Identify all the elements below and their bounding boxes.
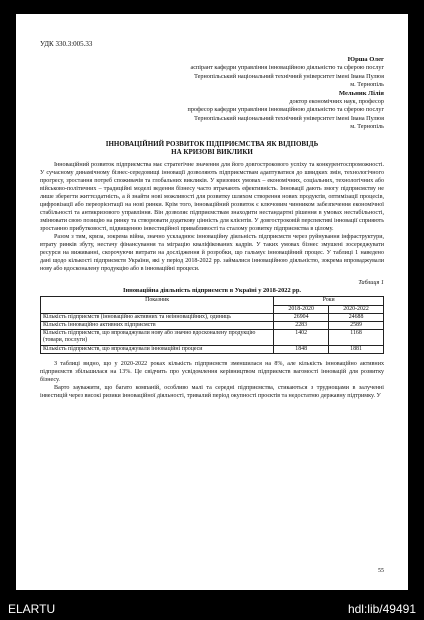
paragraph: Інноваційний розвиток підприємства має стратегічне значення для його довгострокового успіху та конкурентоспроможності. У сучасному динамічному бізнес-середовищі інновації дозволяють підприємствам адаптуватися до швидких змін, технологічного прогресу, зростання потреб споживачів та глобальних викликів. У кризових умовах – економічних, соціальних, технологічних або військово-політичних – традиційні моделі ведення бізнесу часто втрачають ефективність. Інновації дають змогу підприємству не лише зберегти життєздатність, а й знайти нові можливості для розвитку шляхом створення нових продуктів, оптимізації процесів, цифровізації або переорієнтації на нові ринки. Крім того, інноваційний розвиток є ключовим чинником забезпечення економічної стабільності та антикризового управління. Він дозволяє підприємствам знаходити нестандартні рішення в умовах нестабільності, змінювати свою позицію на ринку та створювати додаткову цінність для клієнтів. У довгостроковій перспективі інновації сприяють зростанню прибутковості, підвищенню інвестиційної привабливості та сталому розвитку підприємства в цілому. (40, 161, 384, 233)
row-value: 24688 (329, 313, 384, 321)
row-label: Кількість підприємств (інноваційно активних та неінноваційних), одиниць (41, 313, 274, 321)
author-line: Тернопільський національний технічний університет імені Івана Пулюя (194, 72, 384, 80)
table-row (41, 330, 384, 345)
row-value: 1402 (274, 330, 329, 345)
row-value: 1168 (329, 330, 384, 345)
author-line: м. Тернопіль (350, 123, 384, 131)
row-value: 1881 (329, 345, 384, 353)
row-value: 2283 (274, 321, 329, 329)
table-row (41, 321, 384, 329)
author-line: Тернопільський національний технічний університет імені Івана Пулюя (194, 114, 384, 122)
udk-code: УДК 330.3:005.33 (40, 40, 93, 48)
row-label: Кількість підприємств, що впроваджували нову або значно вдосконалену продукцію (товари, послуги) (41, 330, 274, 345)
table-row (41, 345, 384, 353)
author-block-1 (40, 56, 384, 90)
author-line: професор кафедри управління інноваційною діяльністю та сферою послуг (187, 106, 384, 114)
author-line: аспірант кафедри управління інноваційною діяльністю та сферою послуг (190, 64, 384, 72)
author-name: Мельник Лілія (338, 89, 384, 97)
paragraph: Варто зауважити, що багато компаній, особливо малі та середні підприємства, стикаються з труднощами в залученні інвестицій через високі ризики інноваційної діяльності, тривалий період окупності проєктів та недостатню державну підтримку. У (40, 384, 384, 399)
author-line: м. Тернопіль (350, 81, 384, 89)
author-line: доктор економічних наук, професор (289, 98, 384, 106)
title-line: ІННОВАЦІЙНИЙ РОЗВИТОК ПІДПРИЄМСТВА ЯК ВІДПОВІДЬ (105, 139, 319, 148)
paragraph: З таблиці видно, що у 2020-2022 роках кількість підприємств зменшилася на 8%, але кількість інноваційно активних підприємств збільшилася на 13%. Це свідчить про усвідомлення керівництвом підприємств вагомості інновацій для розвитку бізнесу. (40, 360, 384, 383)
row-value: 26904 (274, 313, 329, 321)
paragraph: Разом з тим, криза, зокрема війна, значно ускладнює інноваційну діяльність підприємств через руйнування інфраструктури, втрату ринків збуту, нестачу фінансування та міграцію кваліфікованих кадрів. У таких умовах бізнес змушені зосереджувати ресурси на виживанні, скорочуючи витрати на дослідження й розробки, що гальмує інноваційний процес. У таблиці 1 наведено дані щодо кількості підприємств України, які у період 2018-2022 рр. займалися інноваційною діяльністю, зокрема впроваджували нову або вдосконалену продукцію або в інноваційні процеси. (40, 234, 384, 273)
table-header-row (41, 297, 384, 305)
author-name: Юрша Олег (347, 56, 384, 63)
footer-left-label: ELARTU (8, 602, 56, 616)
document-page (16, 14, 408, 590)
row-value: 2589 (329, 321, 384, 329)
footer-bar (0, 598, 424, 620)
row-label: Кількість підприємств, що впроваджували інноваційні процеси (41, 345, 274, 353)
header-col2: 2020-2022 (329, 305, 384, 313)
data-table (40, 296, 384, 353)
author-block-2 (40, 90, 384, 132)
table-title: Інноваційна діяльність підприємств в Україні у 2018-2022 рр. (122, 287, 301, 295)
table-number: Таблиця 1 (358, 279, 384, 287)
header-col1: 2018-2020 (274, 305, 329, 313)
article-title (40, 140, 384, 157)
header-years: Роки (274, 297, 384, 305)
title-line: НА КРИЗОВІ ВИКЛИКИ (171, 148, 253, 157)
footer-handle: hdl:lib/49491 (347, 602, 416, 616)
row-value: 1848 (274, 345, 329, 353)
page-number: 55 (378, 568, 384, 574)
table-row (41, 313, 384, 321)
header-indicator: Показник (41, 297, 274, 313)
row-label: Кількість інноваційно активних підприємств (41, 321, 274, 329)
